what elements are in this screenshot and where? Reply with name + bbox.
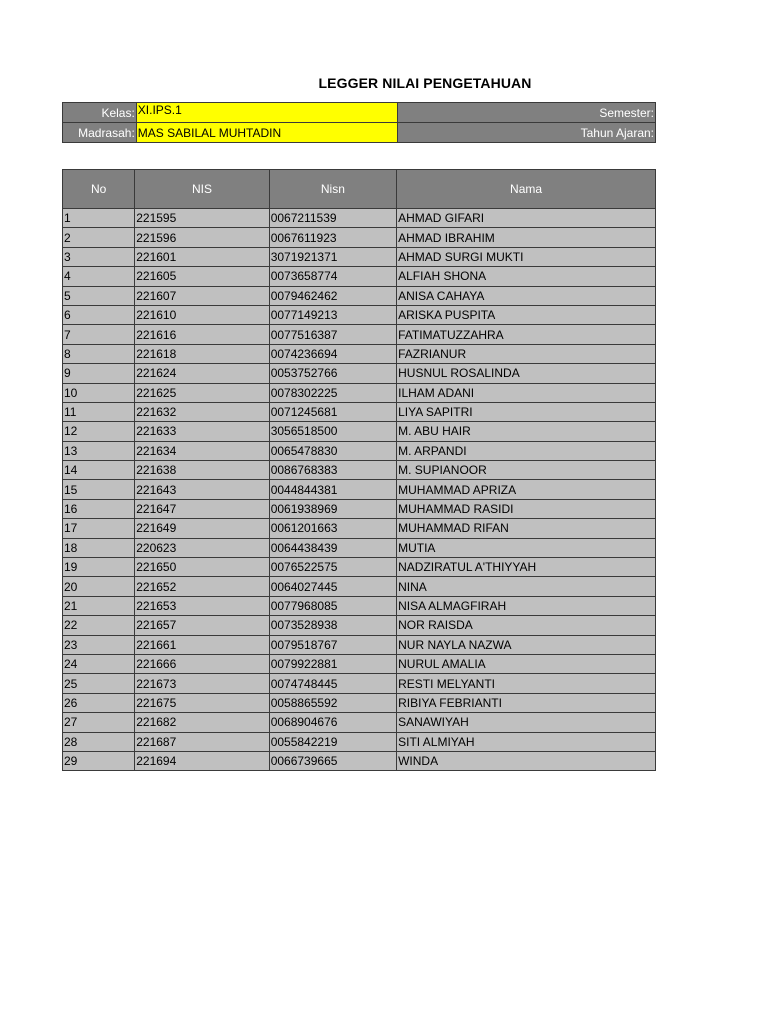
cell-no[interactable]: 28: [63, 732, 135, 751]
table-row: [63, 305, 656, 324]
table-row: [63, 383, 656, 402]
cell-no[interactable]: 7: [63, 325, 135, 344]
cell-nis[interactable]: 221595: [135, 209, 269, 228]
cell-nama[interactable]: ALFIAH SHONA: [397, 267, 656, 286]
cell-nama[interactable]: NOR RAISDA: [397, 616, 656, 635]
cell-nama[interactable]: ILHAM ADANI: [397, 383, 656, 402]
cell-nis[interactable]: 221650: [135, 558, 269, 577]
table-row: [63, 693, 656, 712]
cell-nisn[interactable]: 0077968085: [269, 596, 396, 615]
table-row: [63, 286, 656, 305]
cell-nis[interactable]: 221596: [135, 228, 269, 247]
cell-nama[interactable]: MUHAMMAD RASIDI: [397, 499, 656, 518]
cell-nisn[interactable]: 0074748445: [269, 674, 396, 693]
cell-no[interactable]: 11: [63, 402, 135, 421]
cell-nis[interactable]: 221652: [135, 577, 269, 596]
cell-nis[interactable]: 221634: [135, 441, 269, 460]
kelas-label: Kelas:: [63, 103, 137, 123]
student-table: [62, 169, 656, 771]
cell-nama[interactable]: ANISA CAHAYA: [397, 286, 656, 305]
cell-nis[interactable]: 221666: [135, 654, 269, 673]
table-row: [63, 461, 656, 480]
table-row: [63, 480, 656, 499]
table-row: [63, 674, 656, 693]
cell-nisn[interactable]: 0044844381: [269, 480, 396, 499]
cell-nis[interactable]: 221673: [135, 674, 269, 693]
cell-no[interactable]: 27: [63, 713, 135, 732]
cell-nama[interactable]: AHMAD IBRAHIM: [397, 228, 656, 247]
cell-nisn[interactable]: 0053752766: [269, 364, 396, 383]
cell-nama[interactable]: NURUL AMALIA: [397, 654, 656, 673]
table-row: [63, 228, 656, 247]
cell-nama[interactable]: M. ARPANDI: [397, 441, 656, 460]
table-row: [63, 519, 656, 538]
cell-no[interactable]: 20: [63, 577, 135, 596]
table-row: [63, 402, 656, 421]
table-row: [63, 616, 656, 635]
cell-nisn[interactable]: 0068904676: [269, 713, 396, 732]
cell-nis[interactable]: 221625: [135, 383, 269, 402]
cell-no[interactable]: 19: [63, 558, 135, 577]
cell-no[interactable]: 18: [63, 538, 135, 557]
cell-nama[interactable]: NUR NAYLA NAZWA: [397, 635, 656, 654]
cell-nama[interactable]: MUHAMMAD RIFAN: [397, 519, 656, 538]
cell-nisn[interactable]: 0061938969: [269, 499, 396, 518]
column-header-nisn[interactable]: Nisn: [269, 170, 396, 209]
cell-nama[interactable]: MUTIA: [397, 538, 656, 557]
cell-no[interactable]: 10: [63, 383, 135, 402]
cell-no[interactable]: 15: [63, 480, 135, 499]
cell-nis[interactable]: 221601: [135, 247, 269, 266]
cell-no[interactable]: 2: [63, 228, 135, 247]
table-row: [63, 596, 656, 615]
tahun-ajaran-label: Tahun Ajaran:: [398, 123, 656, 143]
cell-nis[interactable]: 221624: [135, 364, 269, 383]
cell-nama[interactable]: NADZIRATUL A'THIYYAH: [397, 558, 656, 577]
cell-nisn[interactable]: 0077516387: [269, 325, 396, 344]
cell-nis[interactable]: 221632: [135, 402, 269, 421]
table-row: [63, 654, 656, 673]
cell-nis[interactable]: 221657: [135, 616, 269, 635]
cell-nama[interactable]: HUSNUL ROSALINDA: [397, 364, 656, 383]
cell-nis[interactable]: 221643: [135, 480, 269, 499]
cell-no[interactable]: 9: [63, 364, 135, 383]
cell-nisn[interactable]: 0079518767: [269, 635, 396, 654]
table-row: [63, 713, 656, 732]
cell-nisn[interactable]: 0055842219: [269, 732, 396, 751]
table-row: [63, 635, 656, 654]
cell-nis[interactable]: 221694: [135, 751, 269, 770]
table-row: [63, 577, 656, 596]
cell-no[interactable]: 21: [63, 596, 135, 615]
cell-nis[interactable]: 221675: [135, 693, 269, 712]
table-row: [63, 558, 656, 577]
cell-nama[interactable]: M. ABU HAIR: [397, 422, 656, 441]
cell-nisn[interactable]: 0073658774: [269, 267, 396, 286]
cell-nis[interactable]: 221647: [135, 499, 269, 518]
cell-nisn[interactable]: 0079462462: [269, 286, 396, 305]
cell-nama[interactable]: RESTI MELYANTI: [397, 674, 656, 693]
cell-no[interactable]: 17: [63, 519, 135, 538]
cell-nis[interactable]: 221605: [135, 267, 269, 286]
madrasah-value[interactable]: MAS SABILAL MUHTADIN: [136, 123, 398, 143]
table-row: [63, 364, 656, 383]
cell-nama[interactable]: WINDA: [397, 751, 656, 770]
cell-nisn[interactable]: 0064027445: [269, 577, 396, 596]
cell-nis[interactable]: 221649: [135, 519, 269, 538]
cell-nama[interactable]: LIYA SAPITRI: [397, 402, 656, 421]
semester-label: Semester:: [398, 103, 656, 123]
cell-nis[interactable]: 221653: [135, 596, 269, 615]
cell-no[interactable]: 23: [63, 635, 135, 654]
cell-no[interactable]: 14: [63, 461, 135, 480]
cell-nama[interactable]: M. SUPIANOOR: [397, 461, 656, 480]
cell-no[interactable]: 25: [63, 674, 135, 693]
cell-nisn[interactable]: 0067611923: [269, 228, 396, 247]
table-row: [63, 538, 656, 557]
cell-no[interactable]: 16: [63, 499, 135, 518]
cell-nama[interactable]: ARISKA PUSPITA: [397, 305, 656, 324]
cell-nama[interactable]: NISA ALMAGFIRAH: [397, 596, 656, 615]
cell-no[interactable]: 24: [63, 654, 135, 673]
table-row: [63, 267, 656, 286]
cell-nis[interactable]: 221638: [135, 461, 269, 480]
column-header-nis[interactable]: NIS: [135, 170, 269, 209]
kelas-value[interactable]: XI.IPS.1: [136, 103, 398, 123]
cell-nisn[interactable]: 0077149213: [269, 305, 396, 324]
cell-nisn[interactable]: 0067211539: [269, 209, 396, 228]
table-row: [63, 499, 656, 518]
cell-nama[interactable]: MUHAMMAD APRIZA: [397, 480, 656, 499]
table-row: [63, 247, 656, 266]
cell-nisn[interactable]: 0076522575: [269, 558, 396, 577]
cell-no[interactable]: 8: [63, 344, 135, 363]
info-row-madrasah: [63, 123, 656, 143]
cell-nama[interactable]: RIBIYA FEBRIANTI: [397, 693, 656, 712]
cell-no[interactable]: 13: [63, 441, 135, 460]
cell-no[interactable]: 26: [63, 693, 135, 712]
cell-nis[interactable]: 221616: [135, 325, 269, 344]
cell-nisn[interactable]: 0073528938: [269, 616, 396, 635]
table-row: [63, 209, 656, 228]
table-row: [63, 422, 656, 441]
table-row: [63, 751, 656, 770]
cell-nama[interactable]: FAZRIANUR: [397, 344, 656, 363]
cell-nisn[interactable]: 0065478830: [269, 441, 396, 460]
cell-nama[interactable]: AHMAD GIFARI: [397, 209, 656, 228]
table-row: [63, 441, 656, 460]
cell-no[interactable]: 6: [63, 305, 135, 324]
cell-nama[interactable]: AHMAD SURGI MUKTI: [397, 247, 656, 266]
cell-nama[interactable]: NINA: [397, 577, 656, 596]
cell-nis[interactable]: 221687: [135, 732, 269, 751]
cell-nisn[interactable]: 0074236694: [269, 344, 396, 363]
table-row: [63, 732, 656, 751]
cell-no[interactable]: 1: [63, 209, 135, 228]
cell-nisn[interactable]: 3056518500: [269, 422, 396, 441]
column-header-no[interactable]: No: [63, 170, 135, 209]
table-row: [63, 344, 656, 363]
cell-nis[interactable]: 221633: [135, 422, 269, 441]
cell-nis[interactable]: 221661: [135, 635, 269, 654]
cell-no[interactable]: 22: [63, 616, 135, 635]
cell-nisn[interactable]: 0058865592: [269, 693, 396, 712]
cell-nisn[interactable]: 0086768383: [269, 461, 396, 480]
cell-no[interactable]: 5: [63, 286, 135, 305]
cell-nis[interactable]: 221682: [135, 713, 269, 732]
cell-nisn[interactable]: 3071921371: [269, 247, 396, 266]
madrasah-label: Madrasah:: [63, 123, 137, 143]
cell-nis[interactable]: 221618: [135, 344, 269, 363]
cell-nisn[interactable]: 0066739665: [269, 751, 396, 770]
cell-nis[interactable]: 221610: [135, 305, 269, 324]
cell-nisn[interactable]: 0079922881: [269, 654, 396, 673]
cell-nama[interactable]: SITI ALMIYAH: [397, 732, 656, 751]
page-title: LEGGER NILAI PENGETAHUAN: [318, 75, 532, 91]
cell-no[interactable]: 3: [63, 247, 135, 266]
cell-nis[interactable]: 221607: [135, 286, 269, 305]
cell-nisn[interactable]: 0064438439: [269, 538, 396, 557]
table-header-row: [63, 170, 656, 209]
info-table: [62, 102, 656, 143]
cell-nisn[interactable]: 0078302225: [269, 383, 396, 402]
table-row: [63, 325, 656, 344]
cell-nama[interactable]: SANAWIYAH: [397, 713, 656, 732]
column-header-nama[interactable]: Nama: [397, 170, 656, 209]
cell-no[interactable]: 12: [63, 422, 135, 441]
cell-nisn[interactable]: 0061201663: [269, 519, 396, 538]
cell-no[interactable]: 29: [63, 751, 135, 770]
cell-nisn[interactable]: 0071245681: [269, 402, 396, 421]
cell-no[interactable]: 4: [63, 267, 135, 286]
cell-nama[interactable]: FATIMATUZZAHRA: [397, 325, 656, 344]
cell-nis[interactable]: 220623: [135, 538, 269, 557]
info-row-kelas: [63, 103, 656, 123]
